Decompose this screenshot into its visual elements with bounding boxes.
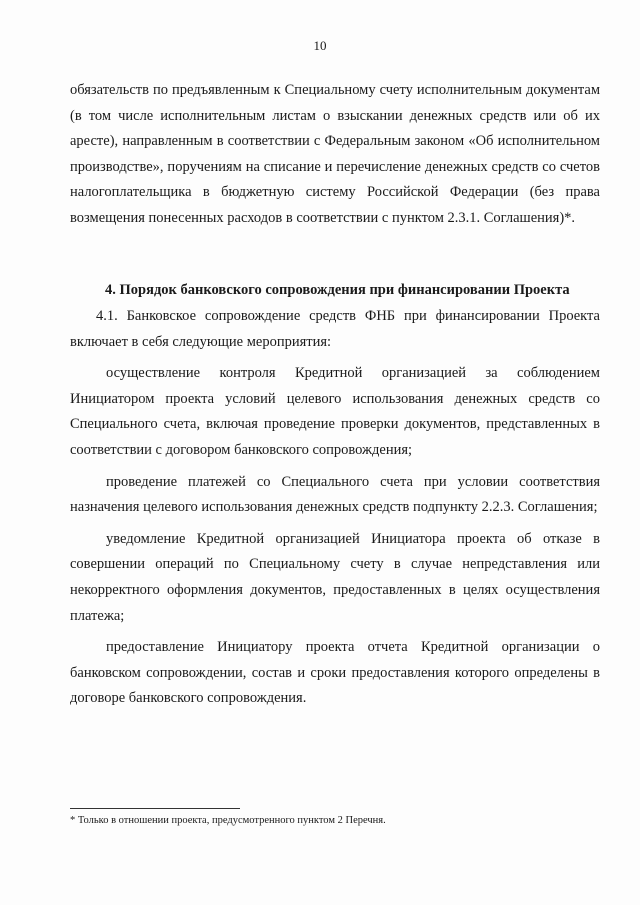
paragraph-notification: уведомление Кредитной организацией Инициатора проекта об отказе в совершении операций по Специальному счету в случае непредставления или некорректного оформления документов, предоставленных в целях осуществления платежа; <box>70 530 600 624</box>
paragraph-control: осуществление контроля Кредитной организацией за соблюдением Инициатором проекта условий целевого использования денежных средств со Специального счета, включая проведение проверки документов, представленных в соответствии с договором банковского сопровождения; <box>70 365 600 458</box>
paragraph-payments: проведение платежей со Специального счета при условии соответствия назначения целевого использования денежных средств подпункту 2.2.3. Соглашения; <box>70 473 600 516</box>
page-number: 10 <box>313 38 327 53</box>
paragraph-report: предоставление Инициатору проекта отчета Кредитной организации о банковском сопровождении, состав и сроки предоставления которого определены в договоре банковского сопровождения. <box>70 639 600 707</box>
footnote-divider <box>70 808 240 809</box>
section-heading: 4. Порядок банковского сопровождения при финансировании Проекта <box>105 282 570 298</box>
continued-paragraph <box>70 78 600 238</box>
continued-paragraph-text: обязательств по предъявленным к Специальному счету исполнительным документам (в том числе исполнительным листам о взыскании денежных средств или об их аресте), направленным в соответствии с Федеральным законом «Об исполнительном производстве», поручениям на списание и перечисление денежных средств со счетов налогоплательщика в бюджетную систему Российской Федерации (без права возмещения понесенных расходов в соответствии с пунктом 2.3.1. Соглашения)*. <box>70 82 600 226</box>
footnote: * Только в отношении проекта, предусмотренного пунктом 2 Перечня. <box>70 815 386 826</box>
paragraph-4-1: 4.1. Банковское сопровождение средств ФНБ при финансировании Проекта включает в себя следующие мероприятия: <box>70 308 600 350</box>
section-body <box>70 304 600 718</box>
